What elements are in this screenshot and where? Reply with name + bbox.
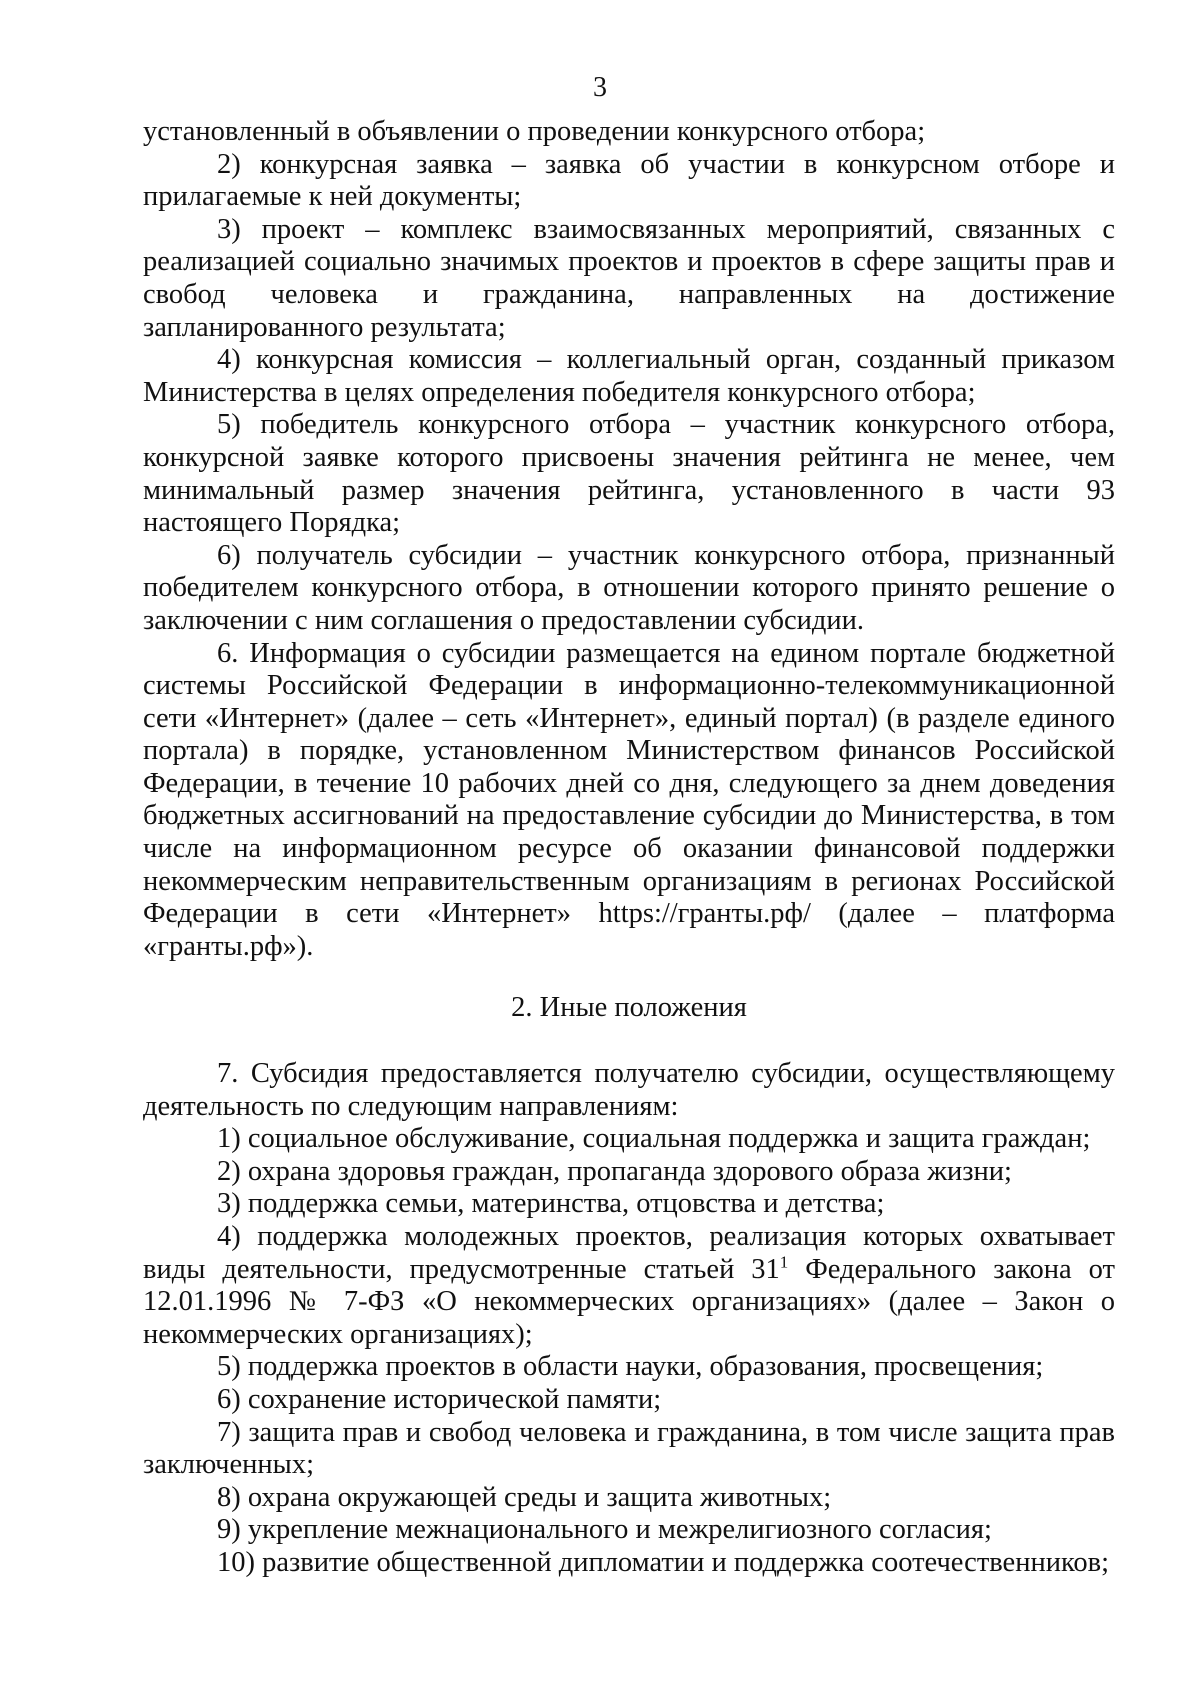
direction-item-4	[143, 1221, 1115, 1351]
direction-item-5: 5) поддержка проектов в области науки, образования, просвещения;	[217, 1351, 1044, 1383]
direction-item-3: 3) поддержка семьи, материнства, отцовства и детства;	[217, 1188, 885, 1220]
clause-6: 6. Информация о субсидии размещается на едином портале бюджетной системы Российской Федерации в информационно-телекоммуникационной сети «Интернет» (далее – сеть «Интернет», единый портал) (в разделе единого портала) в порядке, установленном Министерством финансов Российской Федерации, в течение 10 рабочих дней со дня, следующего за днем доведения бюджетных ассигнований на предоставление субсидии до Министерства, в том числе на информационном ресурсе об оказании финансовой поддержки некоммерческим неправительственным организациям в регионах Российской Федерации в сети «Интернет» https://гранты.рф/ (далее – платформа «гранты.рф»).	[143, 637, 1115, 962]
definition-item-5: 5) победитель конкурсного отбора – участник конкурсного отбора, конкурсной заявке которого присвоены значения рейтинга не менее, чем минимальный размер значения рейтинга, установленного в части 93 настоящего Порядка;	[143, 409, 1115, 539]
definition-item-3: 3) проект – комплекс взаимосвязанных мероприятий, связанных с реализацией социально значимых проектов и проектов в сфере защиты прав и свобод человека и гражданина, направленных на достижение запланированного результата;	[143, 213, 1115, 343]
document-body	[143, 116, 1115, 1580]
direction-item-9: 9) укрепление межнационального и межрелигиозного согласия;	[217, 1514, 992, 1546]
superscript-index: 1	[779, 1252, 789, 1272]
direction-item-7: 7) защита прав и свобод человека и гражданина, в том числе защита прав заключенных;	[143, 1416, 1115, 1481]
direction-item-10: 10) развитие общественной дипломатии и поддержка соотечественников;	[217, 1546, 1109, 1578]
direction-item-2: 2) охрана здоровья граждан, пропаганда здорового образа жизни;	[217, 1155, 1012, 1187]
definition-item-4: 4) конкурсная комиссия – коллегиальный орган, созданный приказом Министерства в целях определения победителя конкурсного отбора;	[143, 344, 1115, 408]
paragraph-continuation: установленный в объявлении о проведении конкурсного отбора;	[143, 116, 926, 147]
definition-item-6: 6) получатель субсидии – участник конкурсного отбора, признанный победителем конкурсного отбора, в отношении которого принято решение о заключении с ним соглашения о предоставлении субсидии.	[143, 539, 1115, 636]
direction-item-4-text: 4) поддержка молодежных проектов, реализация которых охватывает виды деятельности, предусмотренные статьей 31	[143, 1221, 1115, 1285]
direction-item-6: 6) сохранение исторической памяти;	[217, 1383, 662, 1415]
direction-item-8: 8) охрана окружающей среды и защита животных;	[217, 1481, 832, 1513]
direction-item-4-text-cont: Федерального закона от 12.01.1996 № 7-ФЗ «О некоммерческих организациях» (далее – Закон о некоммерческих организациях);	[143, 1253, 1115, 1350]
clause-7: 7. Субсидия предоставляется получателю субсидии, осуществляющему деятельность по следующим направлениям:	[143, 1058, 1115, 1122]
page-number: 3	[593, 72, 607, 103]
definition-item-2: 2) конкурсная заявка – заявка об участии в конкурсном отборе и прилагаемые к ней документы;	[143, 148, 1115, 213]
section-heading: 2. Иные положения	[511, 992, 747, 1024]
direction-item-1: 1) социальное обслуживание, социальная поддержка и защита граждан;	[217, 1123, 1091, 1155]
